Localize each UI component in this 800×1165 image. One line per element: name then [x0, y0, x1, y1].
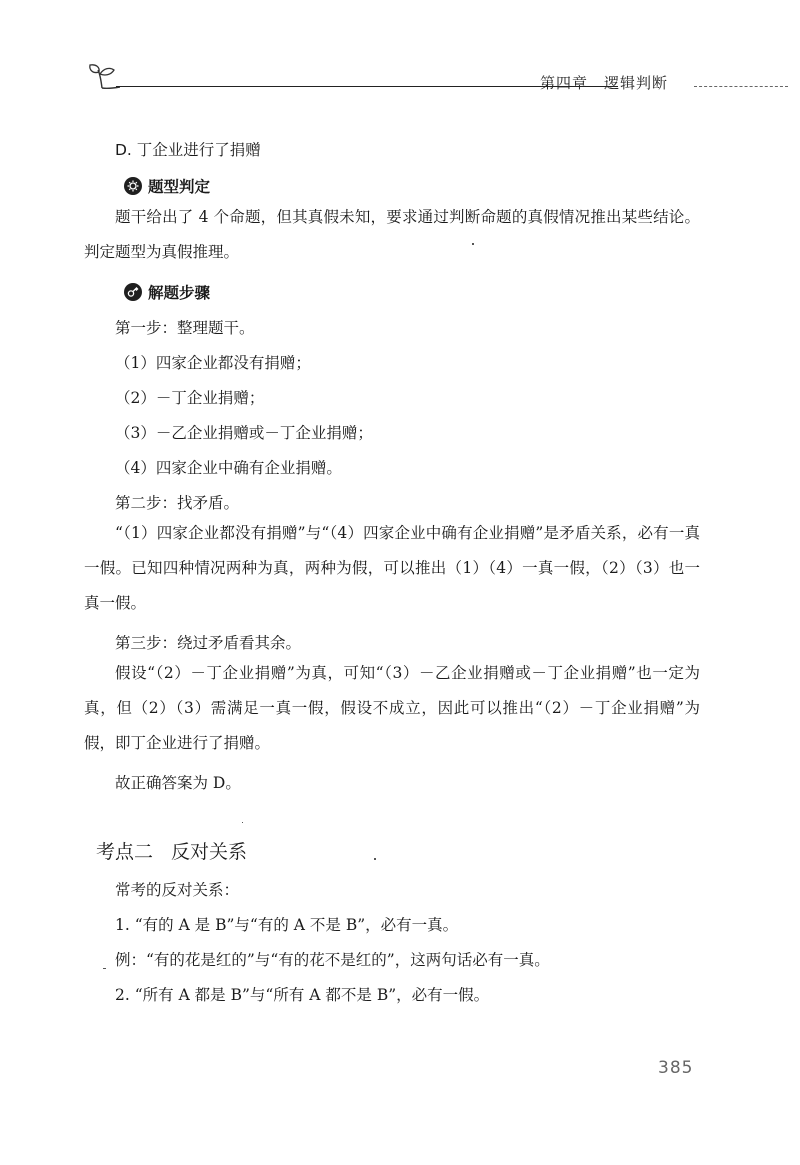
scan-speck [374, 858, 376, 860]
rule-2: 2. “所有 A 都是 B”与“所有 A 都不是 B”，必有一假。 [115, 986, 490, 1004]
contradiction-paragraph: “（1）四家企业都没有捐赠”与“（4）四家企业中确有企业捐赠”是矛盾关系，必有一真一假。已知四种情况两种为真，两种为假，可以推出（1）（4）一真一假，（2）（3）也一真一假。 [84, 524, 700, 613]
gear-icon [124, 177, 142, 195]
heading-type-label: 题型判定 [148, 178, 211, 196]
rule-1: 1. “有的 A 是 B”与“有的 A 不是 B”，必有一真。 [115, 916, 459, 934]
scan-speck [103, 968, 106, 969]
scan-speck [242, 822, 243, 823]
key-icon [124, 283, 142, 301]
step-2: 第二步：找矛盾。 [115, 494, 240, 512]
scan-speck [472, 243, 474, 245]
section-label: 考点二 [96, 841, 154, 863]
type-paragraph: 题干给出了 4 个命题，但其真假未知，要求通过判断命题的真假情况推出某些结论。判定题型为真假推理。 [84, 208, 700, 262]
page-number: 385 [658, 1058, 694, 1078]
item-1: （1）四家企业都没有捐赠； [115, 354, 311, 372]
section-name: 反对关系 [171, 841, 248, 863]
step-1: 第一步：整理题干。 [115, 319, 255, 337]
section-intro: 常考的反对关系： [115, 881, 240, 899]
item-3: （3）－乙企业捐赠或－丁企业捐赠； [115, 424, 373, 442]
option-d: D. 丁企业进行了捐赠 [115, 141, 261, 159]
assumption-paragraph: 假设“（2）－丁企业捐赠”为真，可知“（3）－乙企业捐赠或－丁企业捐赠”也一定为真，但（2）（3）需满足一真一假，假设不成立，因此可以推出“（2）－丁企业捐赠”为假，即丁企业进行了捐赠。 [84, 664, 700, 753]
item-4: （4）四家企业中确有企业捐赠。 [115, 459, 342, 477]
header-rule-right [694, 86, 788, 87]
chapter-title: 第四章 逻辑判断 [540, 74, 669, 92]
heading-steps [124, 283, 210, 303]
page-header [88, 62, 788, 92]
step-3: 第三步：绕过矛盾看其余。 [115, 634, 302, 652]
section-title [96, 837, 247, 864]
heading-steps-label: 解题步骤 [148, 284, 211, 302]
example-1: 例：“有的花是红的”与“有的花不是红的”，这两句话必有一真。 [115, 951, 550, 969]
heading-type [124, 177, 210, 197]
answer-line: 故正确答案为 D。 [115, 774, 241, 792]
item-2: （2）－丁企业捐赠； [115, 389, 265, 407]
